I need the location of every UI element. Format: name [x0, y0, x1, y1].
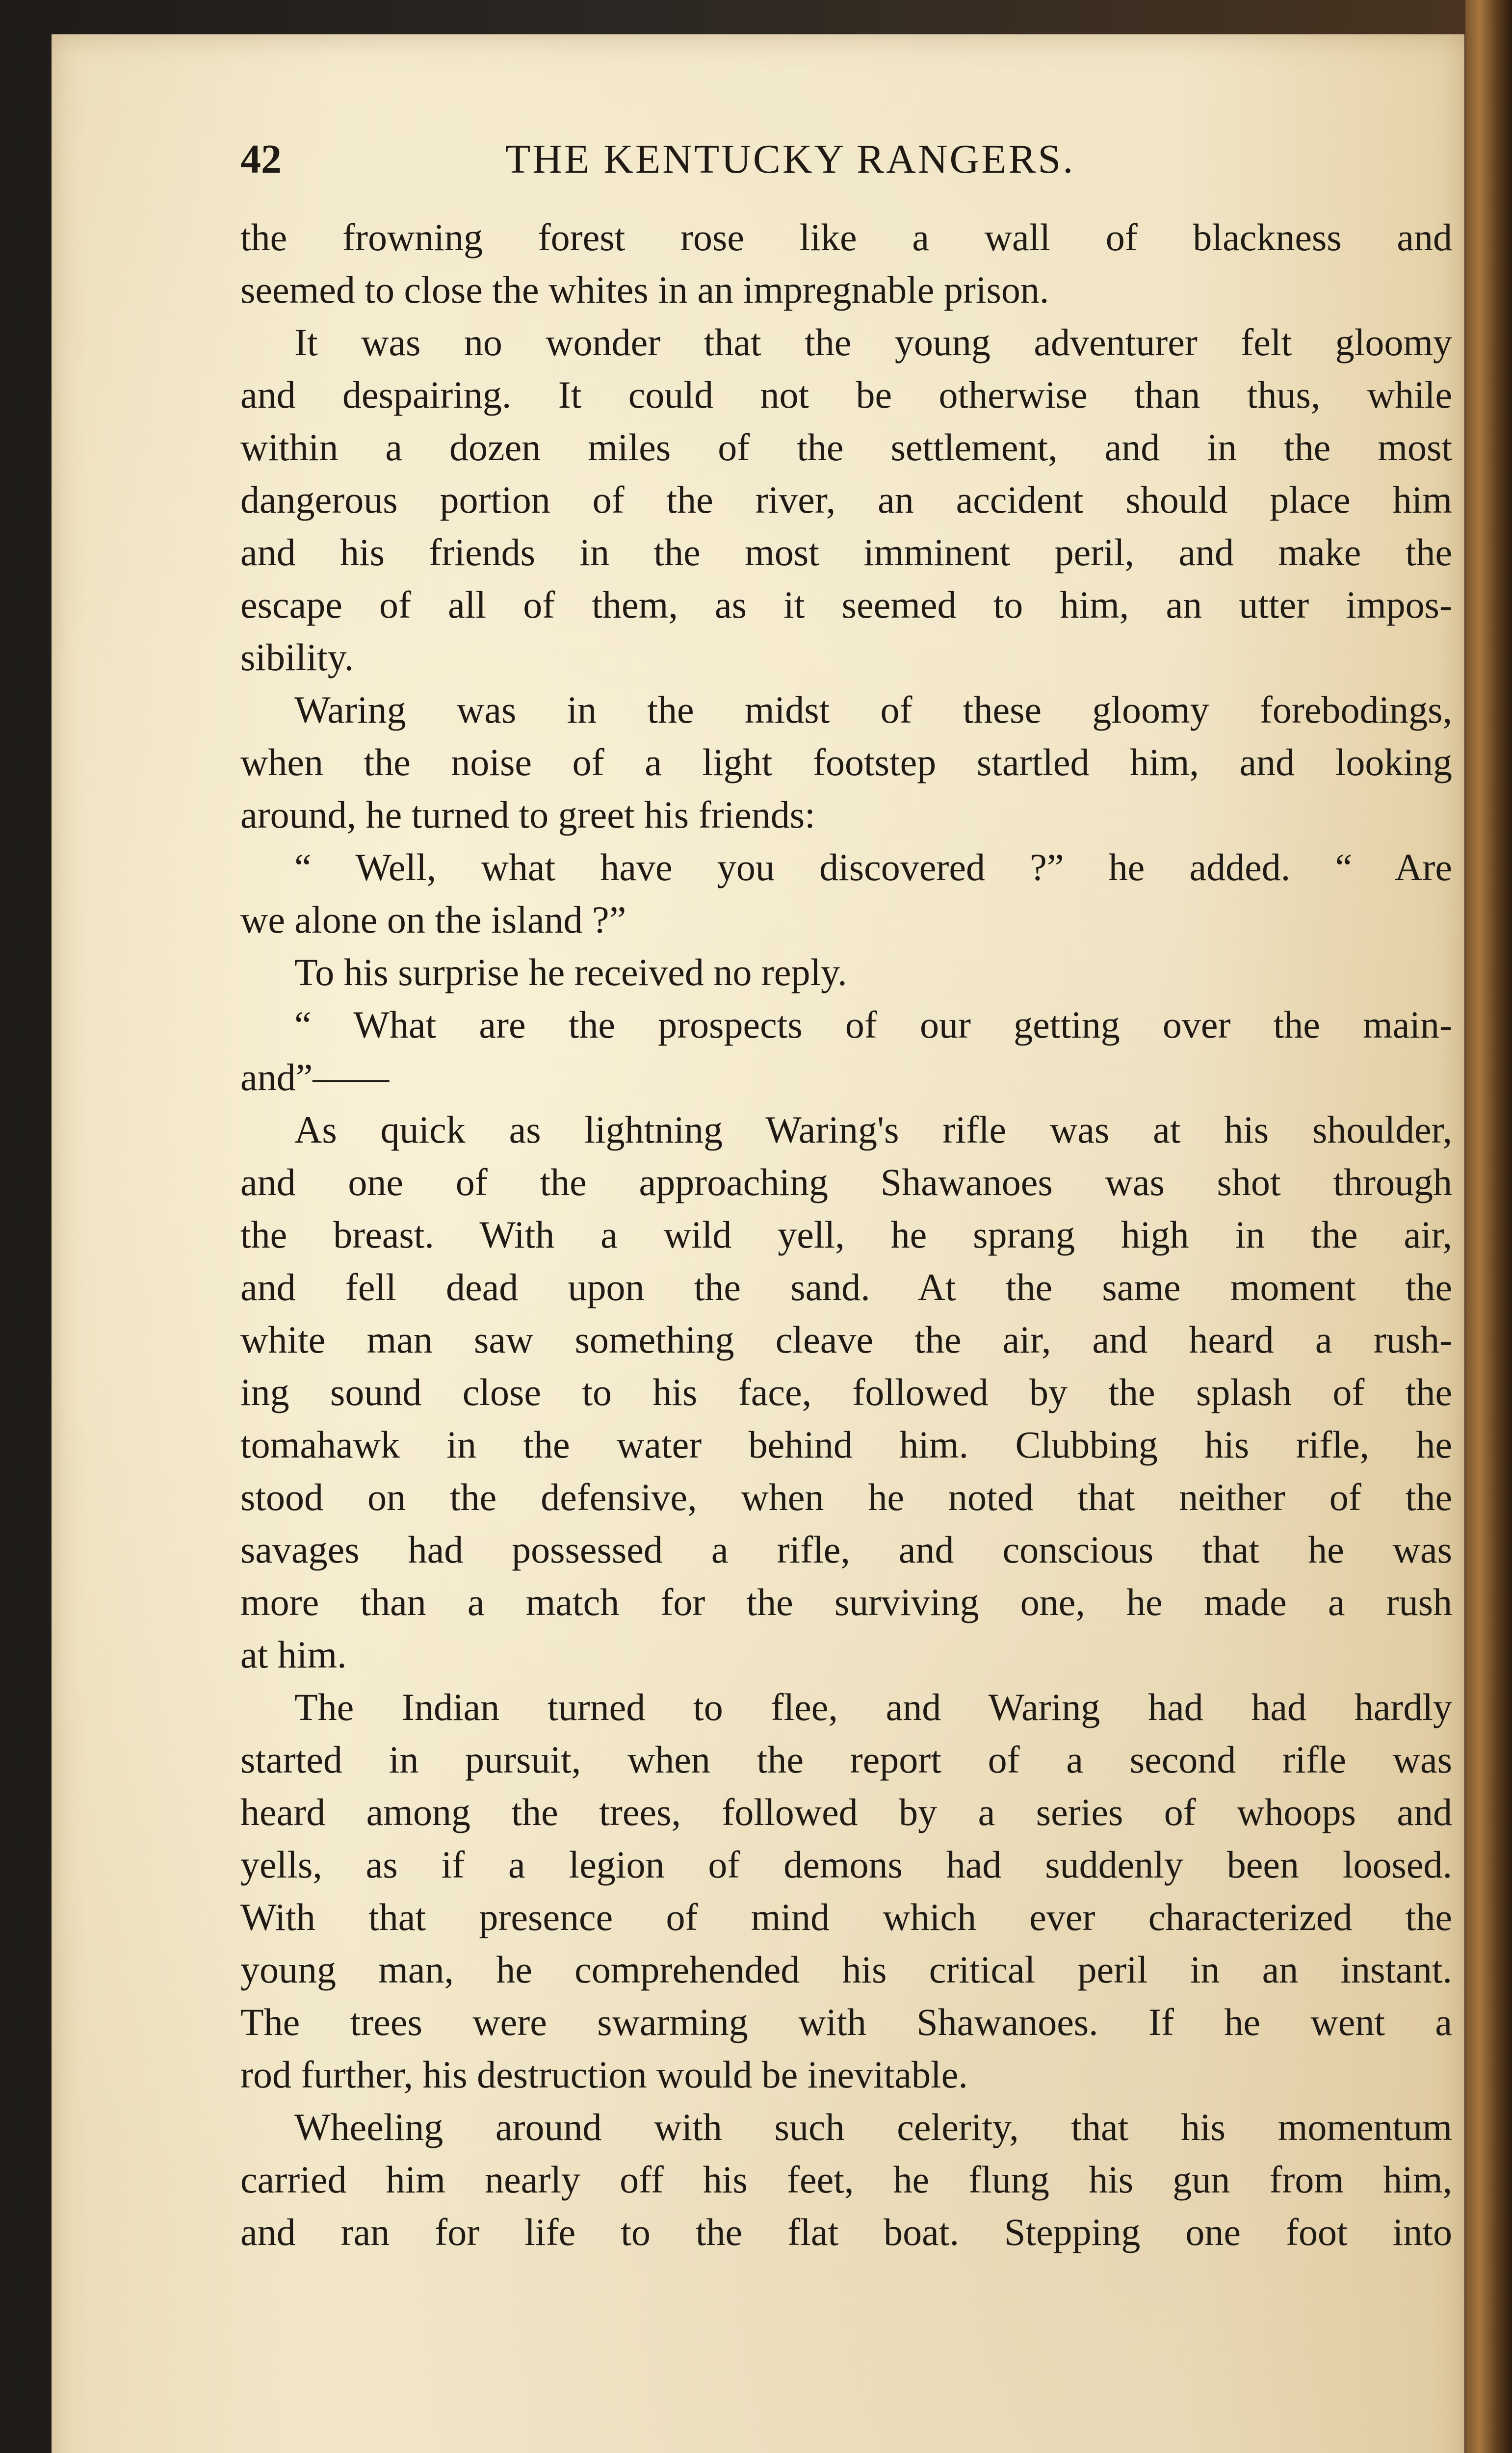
- text-line: ing sound close to his face, followed by the splash of the: [240, 1371, 1452, 1413]
- text-line: and one of the approaching Shawanoes was shot through: [240, 1161, 1452, 1203]
- body-text: [240, 211, 1452, 2258]
- text-line: yells, as if a legion of demons had suddenly been loosed.: [240, 1843, 1452, 1886]
- text-line: heard among the trees, followed by a series of whoops and: [240, 1791, 1452, 1833]
- text-line: rod further, his destruction would be inevitable.: [240, 2053, 968, 2096]
- text-line: we alone on the island ?”: [240, 898, 626, 941]
- text-line: The Indian turned to flee, and Waring had had hardly: [294, 1686, 1452, 1728]
- text-line: To his surprise he received no reply.: [294, 951, 847, 993]
- text-line: and fell dead upon the sand. At the same moment the: [240, 1266, 1452, 1308]
- text-line: The trees were swarming with Shawanoes. If he went a: [240, 2001, 1452, 2043]
- text-line: With that presence of mind which ever characterized the: [240, 1896, 1452, 1938]
- text-line: and ran for life to the flat boat. Stepping one foot into: [240, 2211, 1452, 2253]
- text-line: escape of all of them, as it seemed to him, an utter impos-: [240, 583, 1452, 626]
- text-line: and his friends in the most imminent peril, and make the: [240, 531, 1452, 574]
- text-line: “ Well, what have you discovered ?” he added. “ Are: [294, 846, 1452, 888]
- text-line: sibility.: [240, 636, 354, 678]
- text-line: the frowning forest rose like a wall of blackness and: [240, 216, 1452, 259]
- text-line: more than a match for the surviving one, he made a rush: [240, 1581, 1452, 1623]
- text-line: when the noise of a light footstep startled him, and looking: [240, 741, 1452, 783]
- text-line: young man, he comprehended his critical peril in an instant.: [240, 1948, 1452, 1991]
- book-spine-edge: [1465, 0, 1512, 2453]
- text-line: savages had possessed a rifle, and conscious that he was: [240, 1528, 1452, 1571]
- text-line: It was no wonder that the young adventurer felt gloomy: [294, 321, 1452, 364]
- text-line: “ What are the prospects of our getting over the main-: [294, 1003, 1452, 1046]
- text-line: at him.: [240, 1633, 347, 1676]
- text-line: carried him nearly off his feet, he flung his gun from him,: [240, 2158, 1452, 2201]
- text-line: white man saw something cleave the air, and heard a rush-: [240, 1318, 1452, 1361]
- text-line: and despairing. It could not be otherwise than thus, while: [240, 373, 1452, 416]
- text-line: tomahawk in the water behind him. Clubbing his rifle, he: [240, 1423, 1452, 1466]
- text-line: and”——: [240, 1056, 390, 1098]
- running-head: [240, 128, 1452, 191]
- text-line: the breast. With a wild yell, he sprang high in the air,: [240, 1213, 1452, 1256]
- text-line: Waring was in the midst of these gloomy forebodings,: [294, 688, 1452, 731]
- text-line: within a dozen miles of the settlement, and in the most: [240, 426, 1452, 469]
- text-line: stood on the defensive, when he noted that neither of the: [240, 1476, 1452, 1518]
- text-line: seemed to close the whites in an impregnable prison.: [240, 268, 1049, 311]
- text-line: Wheeling around with such celerity, that his momentum: [294, 2106, 1452, 2148]
- text-line: dangerous portion of the river, an accident should place him: [240, 478, 1452, 521]
- text-line: started in pursuit, when the report of a second rifle was: [240, 1738, 1452, 1781]
- text-line: As quick as lightning Waring's rifle was at his shoulder,: [294, 1108, 1452, 1151]
- page-number: 42: [240, 136, 282, 182]
- text-line: around, he turned to greet his friends:: [240, 793, 815, 836]
- running-title: THE KENTUCKY RANGERS.: [505, 136, 1075, 182]
